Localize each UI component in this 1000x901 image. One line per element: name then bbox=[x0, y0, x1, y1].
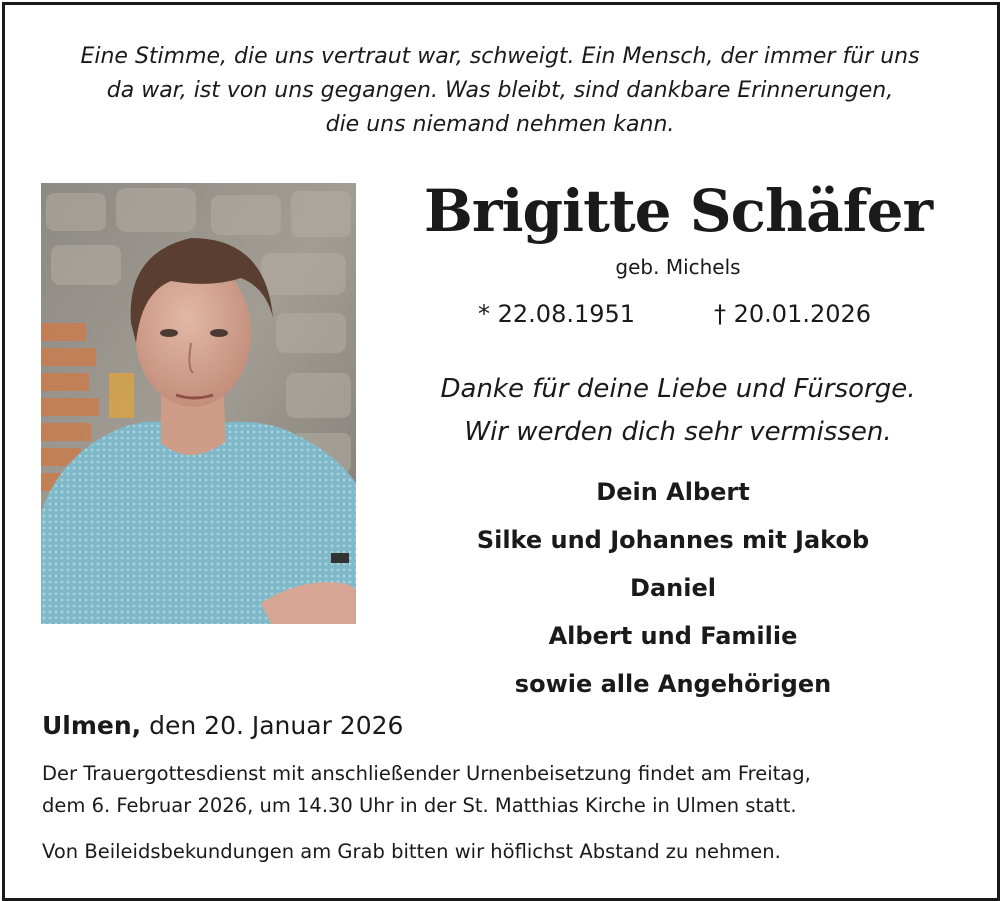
condolence-note: Von Beileidsbekundungen am Grab bitten wir höflichst Abstand zu nehmen. bbox=[42, 840, 781, 863]
mourner-item: Dein Albert bbox=[596, 478, 750, 506]
service-line: Der Trauergottesdienst mit anschließender Urnenbeisetzung findet am Freitag, bbox=[42, 762, 811, 785]
portrait-photo bbox=[41, 183, 356, 624]
maiden-name: geb. Michels bbox=[615, 255, 741, 279]
thanks-line: Wir werden dich sehr vermissen. bbox=[464, 417, 892, 447]
quote-line: da war, ist von uns gegangen. Was bleibt, sind dankbare Erinnerungen, bbox=[106, 78, 894, 103]
mourner-item: Albert und Familie bbox=[548, 622, 798, 650]
quote-line: die uns niemand nehmen kann. bbox=[325, 112, 675, 137]
thanks-message bbox=[356, 368, 1000, 454]
deceased-name: Brigitte Schäfer bbox=[423, 177, 933, 245]
mourner-item: Silke und Johannes mit Jakob bbox=[476, 526, 870, 554]
place-name: Ulmen, bbox=[42, 711, 142, 740]
mourner-item: sowie alle Angehörigen bbox=[514, 670, 832, 698]
mourners-list bbox=[356, 468, 990, 708]
thanks-line: Danke für deine Liebe und Fürsorge. bbox=[440, 374, 916, 404]
announcement-date: den 20. Januar 2026 bbox=[141, 711, 404, 740]
birth-date: * 22.08.1951 bbox=[478, 300, 636, 328]
quote-line: Eine Stimme, die uns vertraut war, schweigt. Ein Mensch, der immer für uns bbox=[80, 44, 920, 69]
service-info bbox=[42, 758, 982, 822]
memorial-quote bbox=[0, 40, 1000, 142]
place-date bbox=[42, 706, 403, 746]
service-line: dem 6. Februar 2026, um 14.30 Uhr in der St. Matthias Kirche in Ulmen statt. bbox=[42, 794, 797, 817]
mourner-item: Daniel bbox=[630, 574, 716, 602]
death-date: † 20.01.2026 bbox=[714, 300, 872, 328]
